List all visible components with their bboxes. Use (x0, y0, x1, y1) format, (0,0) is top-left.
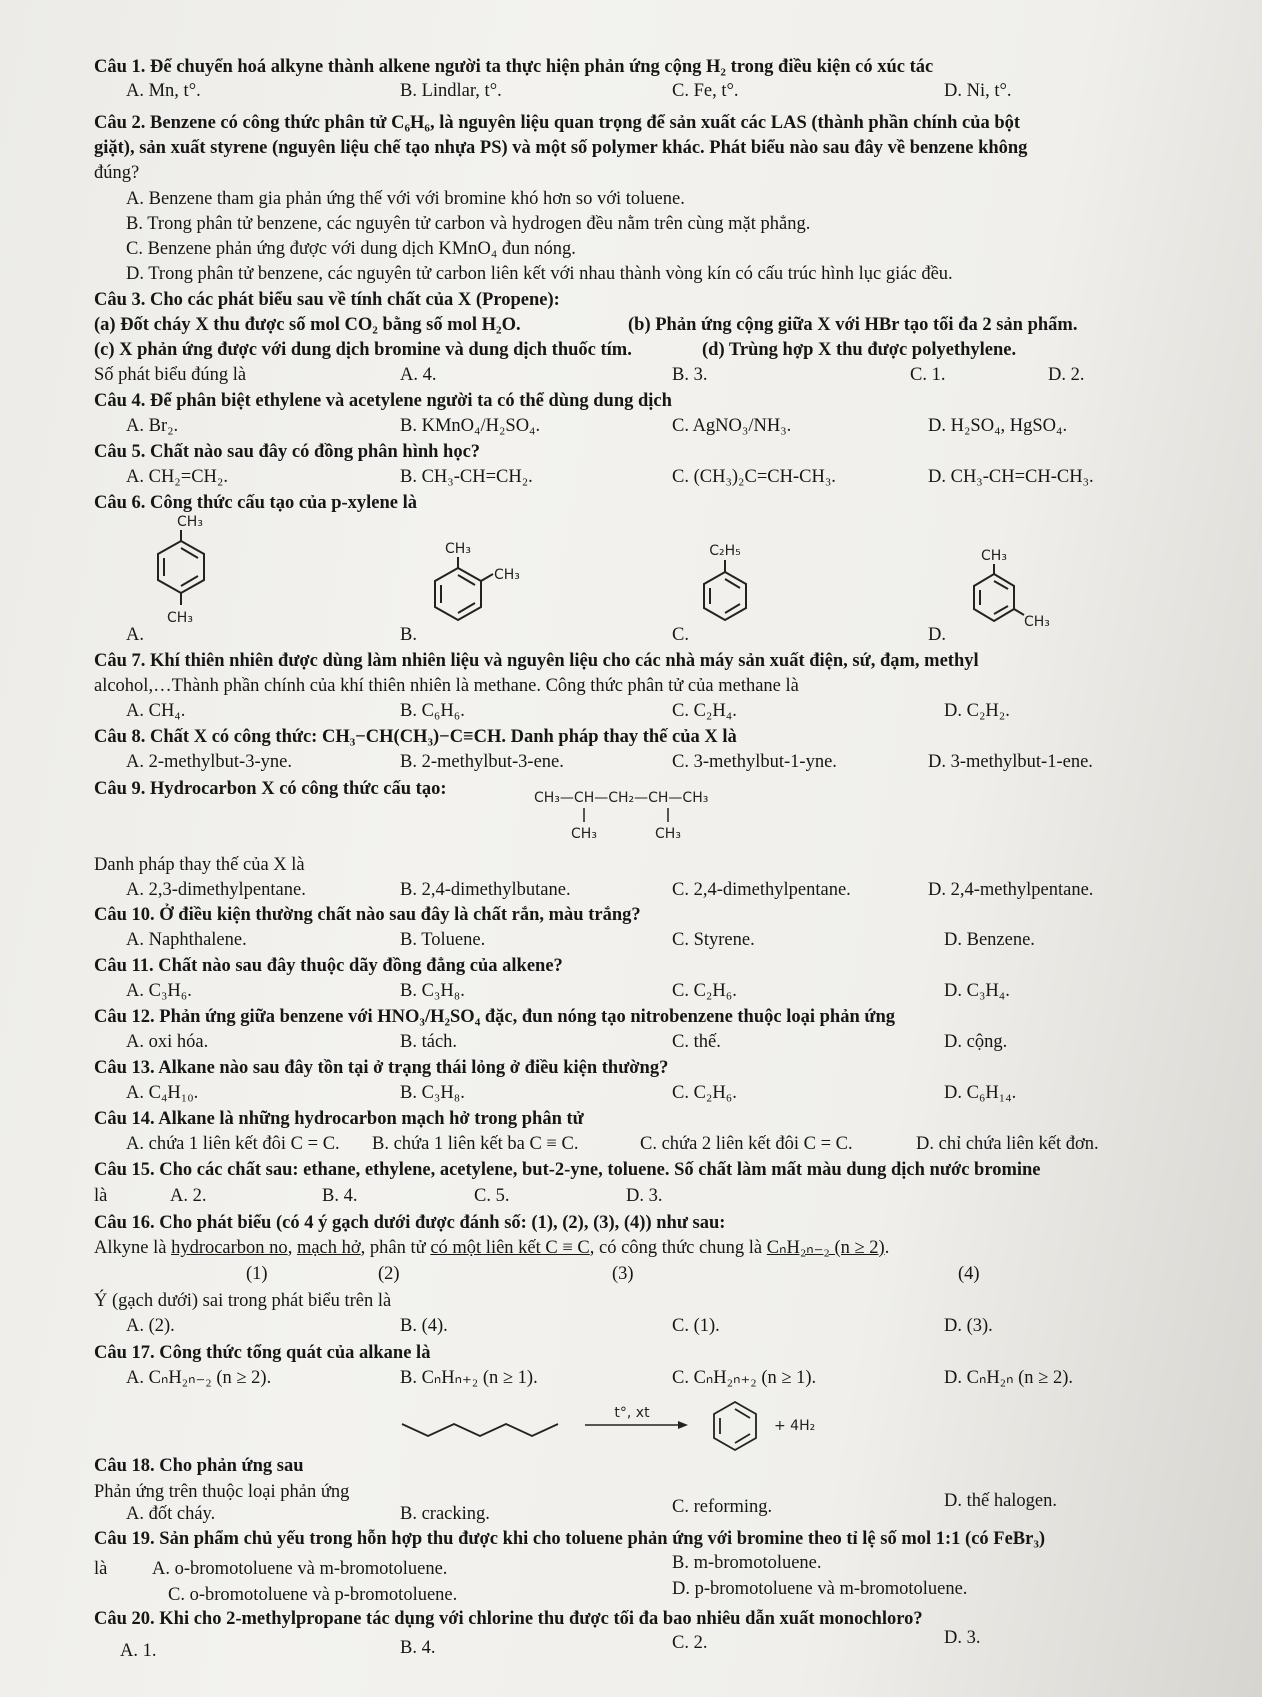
q17-option-d[interactable]: D. CₙH₂ₙ (n ≥ 2). (944, 1368, 1073, 1388)
q3-option-a[interactable]: A. 4. (400, 365, 437, 385)
ch3-branch: CH₃ (571, 826, 597, 842)
q11-option-b[interactable]: B. C₃H₈. (400, 981, 465, 1001)
q7-stem-line2: alcohol,…Thành phần chính của khí thiên nhiên là methane. Công thức phân tử của methane là (94, 676, 799, 696)
q14-option-c[interactable]: C. chứa 2 liên kết đôi C = C. (640, 1134, 853, 1154)
q20-stem: Câu 20. Khi cho 2-methylpropane tác dụng với chlorine thu được tối đa bao nhiêu dẫn xuất monochloro? (94, 1609, 923, 1629)
q3-stem: Câu 3. Cho các phát biểu sau về tính chất của X (Propene): (94, 290, 560, 310)
c2h5-label: C₂H₅ (709, 543, 741, 559)
q9-option-d[interactable]: D. 2,4-methylpentane. (928, 880, 1094, 900)
q12-option-d[interactable]: D. cộng. (944, 1032, 1008, 1052)
q14-option-d[interactable]: D. chỉ chứa liên kết đơn. (916, 1134, 1099, 1154)
q7-option-b[interactable]: B. C₆H₆. (400, 701, 465, 721)
q9-structural-formula (532, 786, 752, 846)
q20-option-b[interactable]: B. 4. (400, 1638, 436, 1658)
q5-option-c[interactable]: C. (CH₃)₂C=CH-CH₃. (672, 467, 836, 487)
q16-option-c[interactable]: C. (1). (672, 1316, 720, 1336)
q5-option-d[interactable]: D. CH₃-CH=CH-CH₃. (928, 467, 1094, 487)
q6-option-a[interactable]: A. (126, 625, 144, 645)
q18-option-b[interactable]: B. cracking. (400, 1504, 490, 1524)
q7-option-c[interactable]: C. C₂H₄. (672, 701, 737, 721)
ch3-branch: CH₃ (655, 826, 681, 842)
q18-stem: Câu 18. Cho phản ứng sau (94, 1456, 304, 1476)
q16-label-1: (1) (246, 1264, 268, 1284)
q1-option-a[interactable]: A. Mn, t°. (126, 81, 201, 101)
q16-option-b[interactable]: B. (4). (400, 1316, 448, 1336)
underline-1: hydrocarbon no (171, 1238, 288, 1258)
q18-option-a[interactable]: A. đốt cháy. (126, 1504, 216, 1524)
q19-stem: Câu 19. Sản phẩm chủ yếu trong hỗn hợp thu được khi cho toluene phản ứng với bromine theo tỉ lệ số mol 1:1 (có FeBr₃) (94, 1529, 1046, 1549)
q10-option-a[interactable]: A. Naphthalene. (126, 930, 247, 950)
reaction-condition: t°, xt (614, 1405, 650, 1421)
q4-option-a[interactable]: A. Br₂. (126, 416, 179, 436)
q8-option-a[interactable]: A. 2-methylbut-3-yne. (126, 752, 292, 772)
hexane-zigzag (402, 1424, 558, 1436)
q12-option-b[interactable]: B. tách. (400, 1032, 458, 1052)
q16-label-2: (2) (378, 1264, 400, 1284)
q16-label-4: (4) (958, 1264, 980, 1284)
q10-option-c[interactable]: C. Styrene. (672, 930, 755, 950)
q18-option-c[interactable]: C. reforming. (672, 1497, 773, 1517)
q3-option-d[interactable]: D. 2. (1048, 365, 1085, 385)
q18-ask: Phản ứng trên thuộc loại phản ứng (94, 1482, 350, 1502)
structure-c-ethylbenzene (695, 540, 765, 640)
q19-option-c[interactable]: C. o-bromotoluene và p-bromotoluene. (168, 1585, 458, 1605)
q2-option-a[interactable]: A. Benzene tham gia phản ứng thế với với bromine khó hơn so với toluene. (126, 189, 685, 209)
q17-stem: Câu 17. Công thức tổng quát của alkane là (94, 1343, 431, 1363)
q15-la: là (94, 1186, 108, 1206)
benzene-ring (714, 1402, 756, 1450)
q16-ask: Ý (gạch dưới) sai trong phát biểu trên là (94, 1291, 392, 1311)
ch3-label: CH₃ (981, 548, 1007, 564)
q19-option-a[interactable]: A. o-bromotoluene và m-bromotoluene. (152, 1559, 448, 1579)
q2-option-b[interactable]: B. Trong phân tử benzene, các nguyên tử carbon và hydrogen đều nằm trên cùng mặt phẳng. (126, 214, 811, 234)
q3-statement-b: (b) Phản ứng cộng giữa X với HBr tạo tối đa 2 sản phẩm. (628, 315, 1078, 335)
q7-option-d[interactable]: D. C₂H₂. (944, 701, 1010, 721)
structure-a-p-xylene (150, 512, 230, 642)
q8-option-d[interactable]: D. 3-methylbut-1-ene. (928, 752, 1093, 772)
q11-option-d[interactable]: D. C₃H₄. (944, 981, 1010, 1001)
q2-stem-line1: Câu 2. Benzene có công thức phân tử C₆H₆, là nguyên liệu quan trọng để sản xuất các LAS (thành phần chính của bột (94, 113, 1021, 133)
q13-stem: Câu 13. Alkane nào sau đây tồn tại ở trạng thái lỏng ở điều kiện thường? (94, 1058, 669, 1078)
underline-3: có một liên kết C ≡ C (430, 1238, 590, 1258)
q19-option-d[interactable]: D. p-bromotoluene và m-bromotoluene. (672, 1579, 968, 1599)
q16-option-a[interactable]: A. (2). (126, 1316, 175, 1336)
structure-d-m-xylene (962, 548, 1062, 638)
ch3-label: CH₃ (445, 541, 471, 557)
q10-option-d[interactable]: D. Benzene. (944, 930, 1035, 950)
underline-4: CₙH₂ₙ₋₂ (n ≥ 2) (766, 1238, 885, 1258)
q20-option-d[interactable]: D. 3. (944, 1628, 981, 1648)
q15-stem: Câu 15. Cho các chất sau: ethane, ethylene, acetylene, but-2-yne, toluene. Số chất làm mất màu dung dịch nước bromine (94, 1160, 1041, 1180)
q13-option-b[interactable]: B. C₃H₈. (400, 1083, 465, 1103)
q9-option-c[interactable]: C. 2,4-dimethylpentane. (672, 880, 851, 900)
q5-option-a[interactable]: A. CH₂=CH₂. (126, 467, 228, 487)
q3-statement-d: (d) Trùng hợp X thu được polyethylene. (702, 340, 1017, 360)
q4-option-d[interactable]: D. H₂SO₄, HgSO₄. (928, 416, 1068, 436)
q2-option-d[interactable]: D. Trong phân tử benzene, các nguyên tử carbon liên kết với nhau thành vòng kín có cấu trúc hình lục giác đều. (126, 264, 953, 284)
q2-option-c[interactable]: C. Benzene phản ứng được với dung dịch KMnO₄ đun nóng. (126, 239, 576, 259)
q9-stem: Câu 9. Hydrocarbon X có công thức cấu tạo: (94, 779, 447, 799)
q15-option-c[interactable]: C. 5. (474, 1186, 510, 1206)
q18-reaction-scheme (400, 1400, 860, 1460)
q13-option-c[interactable]: C. C₂H₆. (672, 1083, 737, 1103)
q9-option-a[interactable]: A. 2,3-dimethylpentane. (126, 880, 306, 900)
q17-option-b[interactable]: B. CₙHₙ₊₂ (n ≥ 1). (400, 1368, 538, 1388)
q9-ask: Danh pháp thay thế của X là (94, 855, 305, 875)
q20-option-c[interactable]: C. 2. (672, 1633, 708, 1653)
q13-option-d[interactable]: D. C₆H₁₄. (944, 1083, 1017, 1103)
q10-option-b[interactable]: B. Toluene. (400, 930, 486, 950)
q6-option-d[interactable]: D. (928, 625, 946, 645)
q8-option-b[interactable]: B. 2-methylbut-3-ene. (400, 752, 564, 772)
q3-ask: Số phát biểu đúng là (94, 365, 247, 385)
q11-stem: Câu 11. Chất nào sau đây thuộc dãy đồng đẳng của alkene? (94, 956, 563, 976)
q11-option-c[interactable]: C. C₂H₆. (672, 981, 737, 1001)
q14-option-a[interactable]: A. chứa 1 liên kết đôi C = C. (126, 1134, 340, 1154)
q16-option-d[interactable]: D. (3). (944, 1316, 993, 1336)
q10-stem: Câu 10. Ở điều kiện thường chất nào sau đây là chất rắn, màu trắng? (94, 905, 641, 925)
q9-option-b[interactable]: B. 2,4-dimethylbutane. (400, 880, 571, 900)
q16-statement: Alkyne là hydrocarbon no, mạch hở, phân tử có một liên kết C ≡ C, có công thức chung là CₙH₂ₙ₋₂ (n ≥ 2). (94, 1238, 890, 1258)
underline-2: mạch hở (296, 1238, 361, 1258)
ch3-label: CH₃ (177, 514, 203, 530)
ch3-label: CH₃ (494, 567, 520, 583)
q8-stem: Câu 8. Chất X có công thức: CH₃−CH(CH₃)−C≡CH. Danh pháp thay thế của X là (94, 727, 737, 747)
q17-option-c[interactable]: C. CₙH₂ₙ₊₂ (n ≥ 1). (672, 1368, 817, 1388)
q4-option-b[interactable]: B. KMnO₄/H₂SO₄. (400, 416, 541, 436)
q4-stem: Câu 4. Để phân biệt ethylene và acetylene người ta có thể dùng dung dịch (94, 391, 672, 411)
q15-option-d[interactable]: D. 3. (626, 1186, 663, 1206)
q8-option-c[interactable]: C. 3-methylbut-1-yne. (672, 752, 837, 772)
q7-option-a[interactable]: A. CH₄. (126, 701, 186, 721)
q14-stem: Câu 14. Alkane là những hydrocarbon mạch hở trong phân tử (94, 1109, 584, 1129)
arrow-icon (678, 1421, 688, 1429)
q2-stem-line3: đúng? (94, 163, 140, 183)
q1-option-b[interactable]: B. Lindlar, t°. (400, 81, 502, 101)
q16-stem: Câu 16. Cho phát biểu (có 4 ý gạch dưới được đánh số: (1), (2), (3), (4)) như sau: (94, 1213, 726, 1233)
structure-b-o-xylene (428, 540, 558, 640)
q3-statement-c: (c) X phản ứng được với dung dịch bromine và dung dịch thuốc tím. (94, 340, 632, 360)
q1-option-d[interactable]: D. Ni, t°. (944, 81, 1012, 101)
q16-label-3: (3) (612, 1264, 634, 1284)
q6-option-c[interactable]: C. (672, 625, 689, 645)
q3-option-c[interactable]: C. 1. (910, 365, 946, 385)
q11-option-a[interactable]: A. C₃H₆. (126, 981, 192, 1001)
q1-stem: Câu 1. Để chuyển hoá alkyne thành alkene người ta thực hiện phản ứng cộng H₂ trong điều kiện có xúc tác (94, 57, 934, 77)
q7-stem-line1: Câu 7. Khí thiên nhiên được dùng làm nhiên liệu và nguyên liệu cho các nhà máy sản xuất điện, sứ, đạm, methyl (94, 651, 979, 671)
q5-stem: Câu 5. Chất nào sau đây có đồng phân hình học? (94, 442, 481, 462)
main-chain: CH₃—CH—CH₂—CH—CH₃ (534, 790, 709, 806)
q17-option-a[interactable]: A. CₙH₂ₙ₋₂ (n ≥ 2). (126, 1368, 272, 1388)
q13-option-a[interactable]: A. C₄H₁₀. (126, 1083, 199, 1103)
q20-option-a[interactable]: A. 1. (120, 1641, 157, 1661)
q4-option-c[interactable]: C. AgNO₃/NH₃. (672, 416, 792, 436)
q18-option-d[interactable]: D. thế halogen. (944, 1491, 1058, 1511)
q3-option-b[interactable]: B. 3. (672, 365, 708, 385)
q12-option-c[interactable]: C. thế. (672, 1032, 721, 1052)
q1-option-c[interactable]: C. Fe, t°. (672, 81, 739, 101)
q12-stem: Câu 12. Phản ứng giữa benzene với HNO₃/H₂SO₄ đặc, đun nóng tạo nitrobenzene thuộc loại phản ứng (94, 1007, 896, 1027)
hydrogen-product: + 4H₂ (774, 1418, 816, 1434)
q6-stem: Câu 6. Công thức cấu tạo của p-xylene là (94, 493, 418, 513)
q15-option-b[interactable]: B. 4. (322, 1186, 358, 1206)
q5-option-b[interactable]: B. CH₃-CH=CH₂. (400, 467, 533, 487)
q15-option-a[interactable]: A. 2. (170, 1186, 207, 1206)
q14-option-b[interactable]: B. chứa 1 liên kết ba C ≡ C. (372, 1134, 579, 1154)
q12-option-a[interactable]: A. oxi hóa. (126, 1032, 209, 1052)
q3-statement-a: (a) Đốt cháy X thu được số mol CO₂ bằng số mol H₂O. (94, 315, 521, 335)
q19-la: là (94, 1559, 108, 1579)
q6-option-b[interactable]: B. (400, 625, 417, 645)
q19-option-b[interactable]: B. m-bromotoluene. (672, 1553, 822, 1573)
ch3-label: CH₃ (167, 610, 193, 626)
q2-stem-line2: giặt), sản xuất styrene (nguyên liệu chế tạo nhựa PS) và một số polymer khác. Phát biểu nào sau đây về benzene không (94, 138, 1028, 158)
ch3-label: CH₃ (1024, 614, 1050, 630)
